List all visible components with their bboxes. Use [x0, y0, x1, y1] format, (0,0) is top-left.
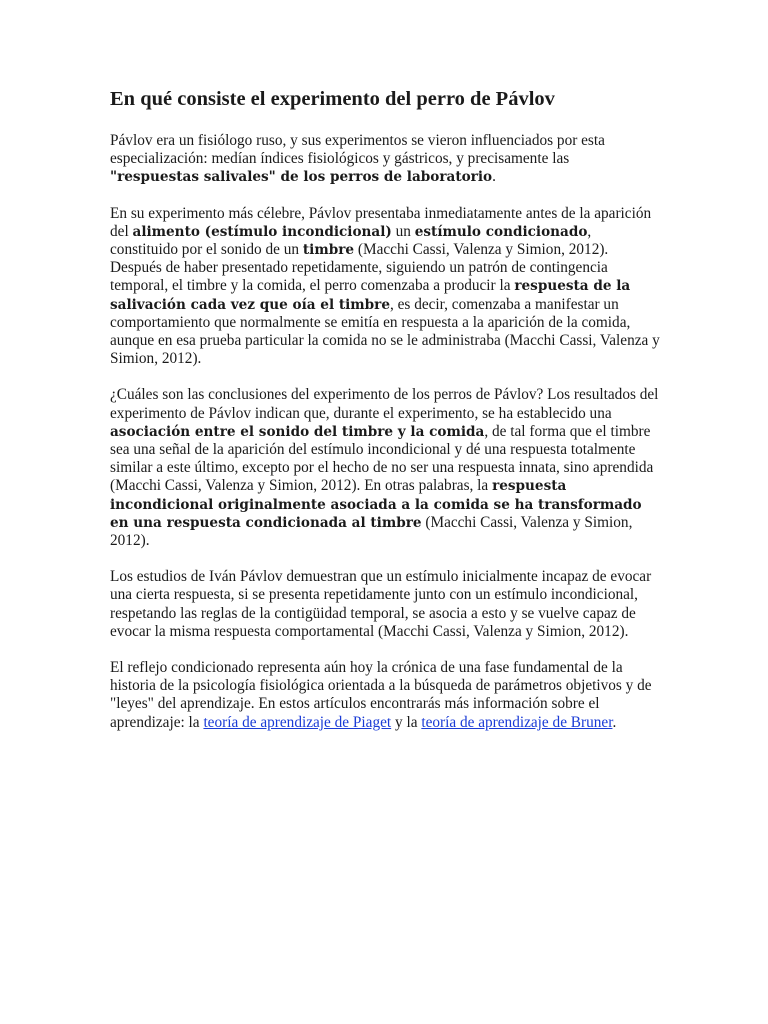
paragraph-2 [110, 205, 660, 369]
bold-text: asociación entre el sonido del timbre y la comida [110, 423, 485, 440]
paragraph-text: El reflejo condicionado representa aún hoy la crónica de una fase fundamental de la historia de la psicología fisiológica orientada a la búsqueda de parámetros objetivos y de "leyes" del aprendizaje. En estos artículos encontrarás más información sobre el aprendizaje: la [110, 659, 652, 731]
bruner-theory-link[interactable]: teoría de aprendizaje de Bruner [421, 713, 613, 731]
paragraph-text: (Macchi Cassi, Valenza y Simion, 2012). Después de haber presentado repetidamente, siguiendo un patrón de contingencia temporal, el timbre y la comida, el perro comenzaba a producir la [110, 241, 609, 295]
paragraph-4 [110, 568, 660, 641]
paragraph-text: , constituido por el sonido de un [110, 222, 592, 259]
paragraph-3 [110, 386, 660, 550]
page-title: En qué consiste el experimento del perro de Pávlov [110, 88, 555, 110]
bold-text: alimento (estímulo incondicional) [132, 223, 392, 240]
paragraph-text: (Macchi Cassi, Valenza y Simion, 2012). [110, 513, 633, 550]
paragraph-1 [110, 132, 660, 187]
bold-text: "respuestas salivales" de los perros de laboratorio [110, 169, 493, 186]
paragraph-text: , es decir, comenzaba a manifestar un comportamiento que normalmente se emitía en respuesta a la aparición de la comida, aunque en esa prueba particular la comida no se le administraba (Macchi Cassi, Valenza y Simion, 2012). [110, 295, 660, 368]
paragraph-text: En su experimento más célebre, Pávlov presentaba inmediatamente antes de la aparición del [110, 204, 652, 240]
paragraph-text: Pávlov era un fisiólogo ruso, y sus experimentos se vieron influenciados por esta especialización: medían índices fisiológicos y gástricos, y precisamente las [110, 132, 605, 168]
bold-text: estímulo condicionado [414, 223, 588, 240]
bold-text: respuesta de la salivación cada vez que oía el timbre [110, 278, 631, 313]
paragraph-text: un [391, 222, 415, 240]
document-page [110, 86, 660, 750]
paragraph-text: . [492, 168, 496, 186]
piaget-theory-link[interactable]: teoría de aprendizaje de Piaget [203, 713, 392, 731]
paragraph-text: y la [391, 713, 422, 731]
bold-text: respuesta incondicional originalmente asociada a la comida se ha transformado en una respuesta condicionada al timbre [110, 478, 642, 531]
paragraph-5 [110, 659, 660, 732]
paragraph-text: ¿Cuáles son las conclusiones del experimento de los perros de Pávlov? Los resultados del experimento de Pávlov indican que, durante el experimento, se ha establecido una [110, 386, 659, 422]
paragraph-text: Los estudios de Iván Pávlov demuestran que un estímulo inicialmente incapaz de evocar una cierta respuesta, si se presenta repetidamente junto con un estímulo incondicional, respetando las reglas de la contigüidad temporal, se asocia a esto y se vuelve capaz de evocar la misma respuesta comportamental (Macchi Cassi, Valenza y Simion, 2012). [110, 568, 652, 640]
paragraph-text: . [612, 713, 617, 731]
bold-text: timbre [302, 242, 355, 259]
paragraph-text: , de tal forma que el timbre sea una señal de la aparición del estímulo incondicional y dé una respuesta totalmente similar a este último, excepto por el hecho de no ser una respuesta innata, sino aprendida (Macchi Cassi, Valenza y Simion, 2012). En otras palabras, la [110, 422, 654, 495]
